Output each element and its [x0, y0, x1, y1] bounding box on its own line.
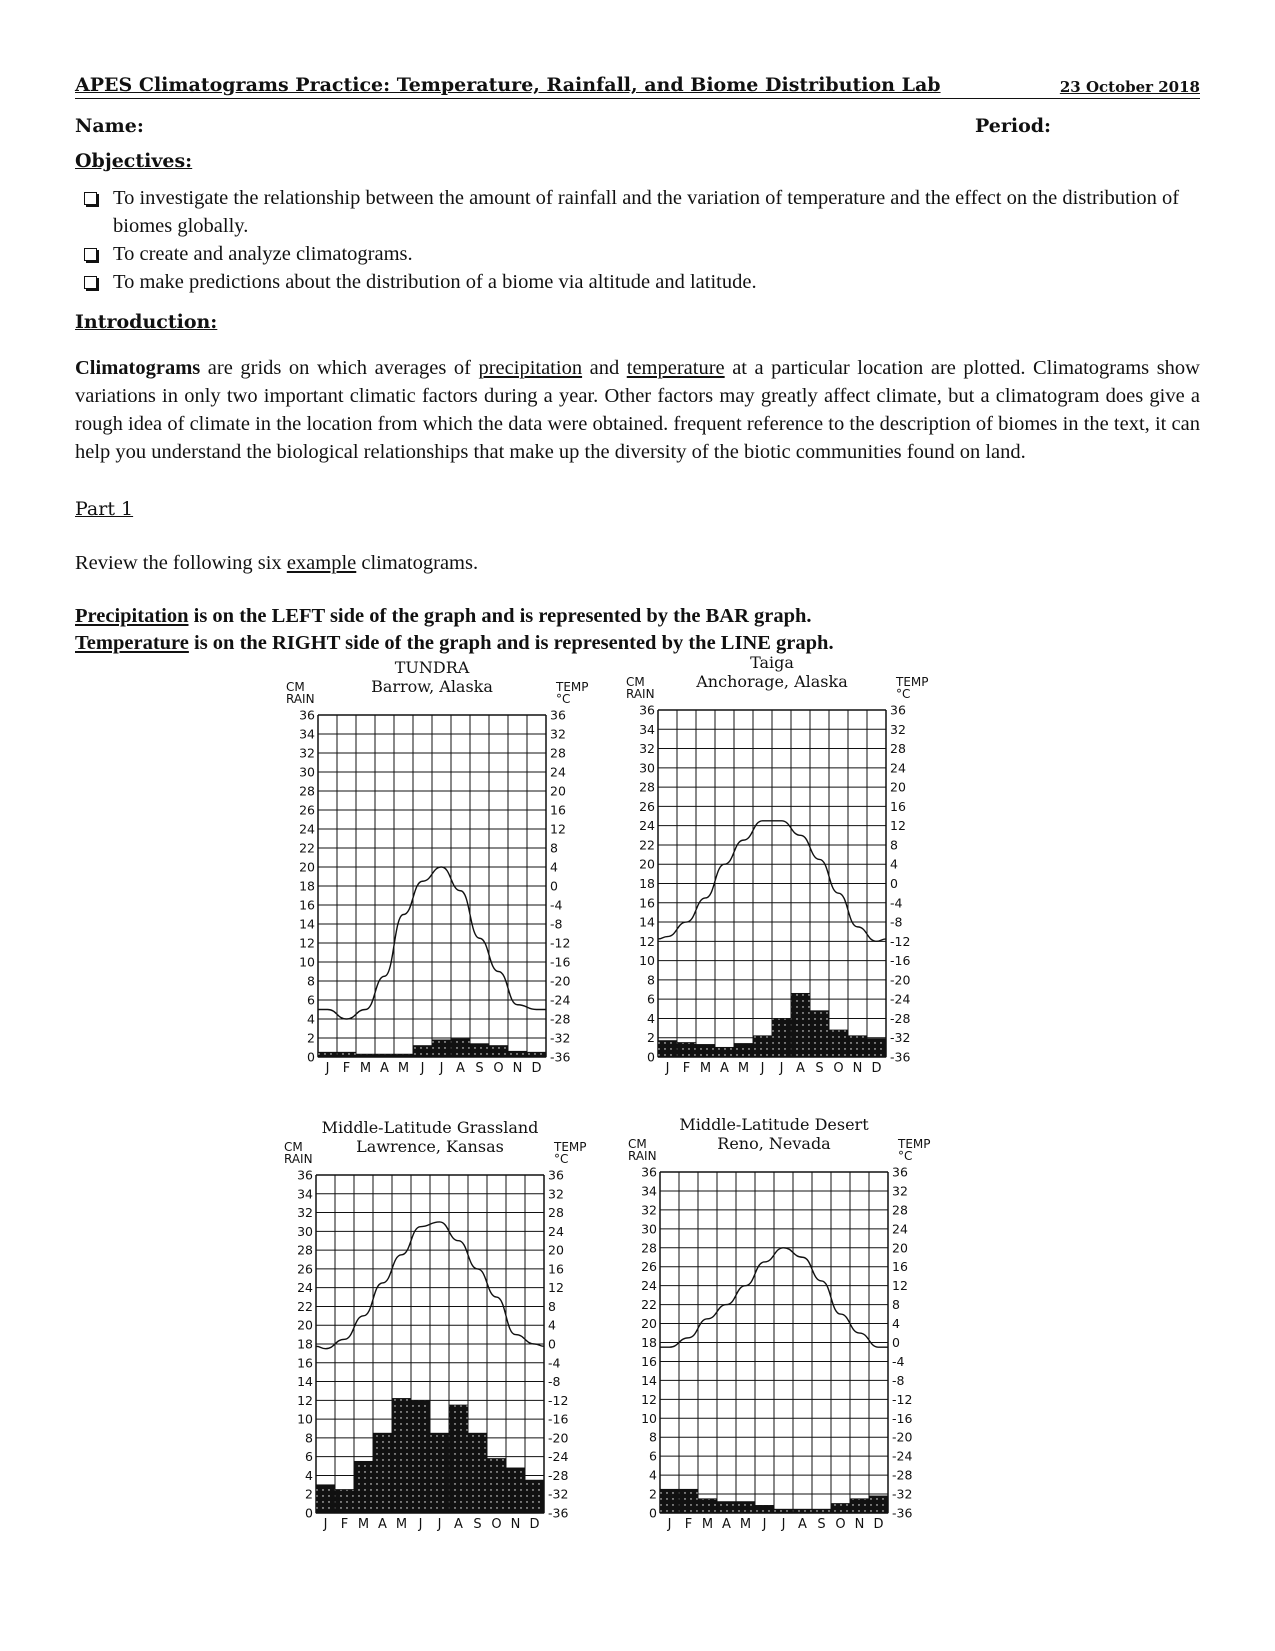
temp-tick-label: 36	[890, 702, 906, 718]
rain-tick-label: 0	[649, 1505, 657, 1521]
temp-tick-label: -28	[550, 1011, 571, 1027]
temp-tick-label: 0	[548, 1336, 556, 1352]
temp-tick-label: -28	[548, 1467, 569, 1483]
month-label: J	[323, 1517, 328, 1532]
temp-tick-label: -36	[550, 1049, 571, 1065]
month-label: M	[701, 1517, 714, 1532]
rain-tick-label: 0	[305, 1505, 313, 1521]
temp-tick-label: 20	[892, 1240, 908, 1256]
temp-tick-label: 8	[890, 837, 898, 853]
rain-tick-label: 8	[647, 972, 655, 988]
precipitation-bar	[736, 1502, 755, 1513]
rain-tick-label: 28	[639, 779, 655, 795]
temp-tick-label: 4	[892, 1316, 900, 1332]
precipitation-bar	[487, 1459, 506, 1513]
temp-tick-label: -24	[892, 1448, 913, 1464]
month-label: M	[395, 1517, 408, 1532]
month-label: J	[781, 1517, 786, 1532]
temp-tick-label: -28	[892, 1467, 913, 1483]
month-label: J	[325, 1061, 330, 1076]
month-label: J	[665, 1061, 670, 1076]
document-title: APES Climatograms Practice: Temperature, Rainfall, and Biome Distribution Lab	[75, 74, 941, 96]
temp-tick-label: 16	[550, 802, 566, 818]
temp-tick-label: 4	[550, 859, 558, 875]
temp-tick-label: 20	[548, 1242, 564, 1258]
rain-axis-label: RAIN	[286, 692, 315, 706]
precipitation-bar	[489, 1046, 508, 1057]
rain-tick-label: 32	[299, 745, 315, 761]
rain-tick-label: 10	[641, 1410, 657, 1426]
rain-tick-label: 34	[641, 1183, 657, 1199]
temp-tick-label: -4	[890, 895, 903, 911]
precipitation-bar	[753, 1036, 772, 1057]
rain-tick-label: 24	[299, 821, 315, 837]
precipitation-bar	[717, 1502, 736, 1513]
checkbox-icon	[84, 276, 97, 289]
temp-tick-label: -12	[548, 1392, 569, 1408]
rain-tick-label: 8	[649, 1429, 657, 1445]
precipitation-bar	[848, 1036, 867, 1057]
rain-tick-label: 4	[307, 1011, 315, 1027]
month-label: A	[380, 1061, 389, 1076]
rain-axis-label: RAIN	[628, 1149, 657, 1163]
temp-tick-label: -36	[892, 1505, 913, 1521]
part1-instruction: Review the following six example climatograms.	[75, 552, 479, 574]
month-label: M	[739, 1517, 752, 1532]
month-label: O	[491, 1517, 502, 1532]
month-label: A	[454, 1517, 463, 1532]
temp-tick-label: 36	[550, 707, 566, 723]
month-label: O	[833, 1061, 844, 1076]
rain-tick-label: 26	[639, 798, 655, 814]
rain-tick-label: 14	[297, 1374, 313, 1390]
name-label: Name:	[75, 115, 144, 137]
temp-axis-label: TEMP	[556, 680, 589, 694]
temp-tick-label: 0	[550, 878, 558, 894]
rain-tick-label: 12	[299, 935, 315, 951]
precipitation-bar	[337, 1052, 356, 1057]
precipitation-bar	[527, 1052, 546, 1057]
rain-tick-label: 32	[639, 741, 655, 757]
precipitation-bar	[677, 1043, 696, 1057]
precipitation-bar	[696, 1044, 715, 1057]
precipitation-bar	[392, 1398, 411, 1513]
climatograms-term: Climatograms	[75, 357, 201, 379]
objective-item: To make predictions about the distribution of a biome via altitude and latitude.	[81, 268, 1191, 296]
rain-tick-label: 30	[639, 760, 655, 776]
temp-tick-label: 32	[890, 721, 906, 737]
precipitation-bar	[411, 1400, 430, 1513]
precipitation-bar	[413, 1046, 432, 1057]
objective-item: To investigate the relationship between the amount of rainfall and the variation of temperature and the effect on the distribution of biomes globally.	[81, 184, 1191, 240]
month-label: A	[796, 1061, 805, 1076]
precipitation-bar	[449, 1405, 468, 1513]
temp-tick-label: 12	[890, 818, 906, 834]
rain-tick-label: 32	[297, 1205, 313, 1221]
rain-tick-label: 24	[297, 1280, 313, 1296]
checkbox-icon	[84, 192, 97, 205]
precipitation-bar	[658, 1041, 677, 1057]
temp-tick-label: -36	[890, 1049, 911, 1065]
precipitation-bar	[793, 1509, 812, 1513]
temp-tick-label: -16	[548, 1411, 569, 1427]
temp-tick-label: 24	[892, 1221, 908, 1237]
month-label: M	[737, 1061, 750, 1076]
rain-tick-label: 22	[641, 1297, 657, 1313]
temperature-term: temperature	[626, 357, 725, 379]
precipitation-bar	[506, 1468, 525, 1513]
rain-tick-label: 36	[297, 1167, 313, 1183]
precipitation-bar	[869, 1496, 888, 1513]
rain-tick-label: 4	[649, 1467, 657, 1483]
rain-tick-label: 24	[641, 1278, 657, 1294]
rain-tick-label: 20	[299, 859, 315, 875]
precipitation-bar	[734, 1044, 753, 1057]
temp-axis-label: °C	[898, 1149, 913, 1163]
precipitation-bar	[867, 1039, 886, 1057]
month-label: S	[475, 1061, 484, 1076]
precipitation-term: precipitation	[478, 357, 583, 379]
objective-item: To create and analyze climatograms.	[81, 240, 1191, 268]
rain-tick-label: 16	[299, 897, 315, 913]
rain-tick-label: 14	[639, 914, 655, 930]
rain-tick-label: 6	[649, 1448, 657, 1464]
precipitation-bar	[373, 1433, 392, 1513]
precipitation-bar	[375, 1054, 394, 1057]
rain-axis-label: RAIN	[626, 687, 655, 701]
part1-heading: Part 1	[75, 498, 134, 520]
precipitation-bar	[774, 1509, 793, 1513]
rain-tick-label: 14	[641, 1372, 657, 1388]
month-label: M	[397, 1061, 410, 1076]
temp-axis-label: °C	[896, 687, 911, 701]
month-label: A	[722, 1517, 731, 1532]
precipitation-bar	[451, 1039, 470, 1057]
precipitation-legend-note: Precipitation is on the LEFT side of the graph and is represented by the BAR graph.	[75, 605, 812, 627]
rain-tick-label: 22	[297, 1298, 313, 1314]
rain-tick-label: 36	[299, 707, 315, 723]
introduction-heading: Introduction:	[75, 311, 218, 333]
month-label: J	[437, 1517, 442, 1532]
rain-tick-label: 30	[297, 1223, 313, 1239]
rain-tick-label: 36	[641, 1164, 657, 1180]
precipitation-bar	[829, 1030, 848, 1057]
temp-tick-label: -8	[550, 916, 563, 932]
temp-tick-label: -24	[548, 1449, 569, 1465]
rain-tick-label: 12	[639, 933, 655, 949]
temp-tick-label: 16	[892, 1259, 908, 1275]
temp-tick-label: 16	[890, 798, 906, 814]
temp-tick-label: 12	[550, 821, 566, 837]
month-label: M	[357, 1517, 370, 1532]
month-label: D	[529, 1517, 540, 1532]
period-label: Period:	[975, 115, 1052, 137]
temp-tick-label: -20	[890, 972, 911, 988]
precipitation-bar	[525, 1480, 544, 1513]
temp-tick-label: 24	[550, 764, 566, 780]
rain-tick-label: 8	[307, 973, 315, 989]
precipitation-bar	[850, 1499, 869, 1513]
rain-tick-label: 28	[297, 1242, 313, 1258]
month-label: D	[531, 1061, 542, 1076]
temp-tick-label: -4	[550, 897, 563, 913]
precipitation-bar	[755, 1505, 774, 1513]
temp-tick-label: -20	[548, 1430, 569, 1446]
temp-tick-label: -24	[550, 992, 571, 1008]
precipitation-bar	[715, 1047, 734, 1057]
rain-tick-label: 6	[305, 1449, 313, 1465]
rain-tick-label: 22	[639, 837, 655, 853]
climatogram-title: Taiga	[750, 653, 794, 672]
month-label: J	[762, 1517, 767, 1532]
climatogram-title: Middle-Latitude Grassland	[321, 1118, 539, 1137]
temp-tick-label: -16	[890, 953, 911, 969]
month-label: J	[667, 1517, 672, 1532]
rain-tick-label: 16	[639, 895, 655, 911]
rain-tick-label: 18	[641, 1335, 657, 1350]
climatogram-subtitle: Reno, Nevada	[717, 1134, 831, 1153]
precipitation-bar	[772, 1018, 791, 1057]
temp-tick-label: -4	[892, 1353, 905, 1369]
temp-tick-label: -8	[548, 1374, 561, 1390]
temp-tick-label: -20	[892, 1429, 913, 1445]
temp-tick-label: -4	[548, 1355, 561, 1371]
month-label: A	[720, 1061, 729, 1076]
month-label: N	[510, 1517, 521, 1532]
rain-tick-label: 0	[647, 1049, 655, 1065]
rain-tick-label: 2	[647, 1030, 655, 1046]
climatogram-title: Middle-Latitude Desert	[679, 1115, 869, 1134]
month-label: J	[420, 1061, 425, 1076]
precipitation-bar	[394, 1054, 413, 1057]
rain-tick-label: 26	[297, 1261, 313, 1277]
precipitation-bar	[812, 1509, 831, 1513]
temp-tick-label: 36	[892, 1164, 908, 1180]
month-label: F	[340, 1517, 349, 1532]
month-label: O	[835, 1517, 846, 1532]
temp-tick-label: -32	[890, 1030, 911, 1046]
temp-tick-label: 12	[892, 1278, 908, 1294]
precipitation-bar	[810, 1011, 829, 1057]
rain-tick-label: 6	[307, 992, 315, 1008]
temp-axis-label: °C	[554, 1152, 569, 1166]
rain-tick-label: 32	[641, 1202, 657, 1218]
month-label: N	[852, 1061, 863, 1076]
rain-axis-label: CM	[284, 1140, 303, 1154]
month-label: A	[456, 1061, 465, 1076]
precipitation-bar	[335, 1490, 354, 1513]
rain-axis-label: CM	[626, 675, 645, 689]
rain-tick-label: 18	[299, 878, 315, 894]
introduction-paragraph: Climatograms are grids on which averages of precipitation and temperature at a particular location are plotted. Climatograms show variations in only two important climatic factors during a year. Other factors may greatly affect climate, but a climatogram does give a rough idea of climate in the location from which the data were obtained. frequent reference to the description of biomes in the text, it can help you understand the biological relationships that make up the diversity of the biotic communities found on land.	[75, 357, 1200, 463]
month-label: S	[815, 1061, 824, 1076]
climatogram-subtitle: Barrow, Alaska	[371, 677, 493, 696]
rain-tick-label: 10	[299, 954, 315, 970]
temp-tick-label: 32	[548, 1186, 564, 1202]
month-label: N	[854, 1517, 865, 1532]
month-label: S	[473, 1517, 482, 1532]
rain-tick-label: 2	[649, 1486, 657, 1502]
rain-tick-label: 36	[639, 702, 655, 718]
month-label: A	[378, 1517, 387, 1532]
temp-tick-label: -32	[550, 1030, 571, 1046]
climatogram-desert	[622, 1112, 952, 1551]
temp-tick-label: -8	[890, 914, 903, 930]
temp-tick-label: 32	[892, 1183, 908, 1199]
rain-tick-label: 24	[639, 818, 655, 834]
rain-tick-label: 20	[641, 1316, 657, 1332]
temp-tick-label: 8	[550, 840, 558, 856]
temp-tick-label: 28	[550, 745, 566, 761]
month-label: J	[779, 1061, 784, 1076]
rain-axis-label: CM	[286, 680, 305, 694]
precipitation-bar	[791, 993, 810, 1057]
month-label: M	[359, 1061, 372, 1076]
temp-tick-label: -12	[890, 933, 911, 949]
rain-tick-label: 30	[641, 1221, 657, 1237]
temp-tick-label: -8	[892, 1372, 905, 1388]
climatogram-taiga	[620, 650, 950, 1095]
precipitation-bar	[430, 1433, 449, 1513]
climatogram-grassland	[278, 1115, 608, 1551]
temp-tick-label: 8	[548, 1298, 556, 1314]
rain-tick-label: 34	[299, 726, 315, 742]
month-label: S	[817, 1517, 826, 1532]
rain-tick-label: 30	[299, 764, 315, 780]
rain-tick-label: 18	[639, 876, 655, 891]
precipitation-bar	[354, 1461, 373, 1513]
precipitation-bar	[468, 1433, 487, 1513]
temp-tick-label: -16	[892, 1410, 913, 1426]
temp-tick-label: -32	[892, 1486, 913, 1502]
rain-tick-label: 26	[299, 802, 315, 818]
rain-tick-label: 14	[299, 916, 315, 932]
temp-tick-label: 24	[890, 760, 906, 776]
rain-tick-label: 10	[297, 1411, 313, 1427]
rain-tick-label: 12	[297, 1392, 313, 1408]
temp-tick-label: 4	[890, 856, 898, 872]
temp-tick-label: -16	[550, 954, 571, 970]
rain-tick-label: 2	[307, 1030, 315, 1046]
checkbox-icon	[84, 248, 97, 261]
temp-tick-label: -28	[890, 1010, 911, 1026]
precipitation-bar	[831, 1504, 850, 1513]
month-label: A	[798, 1517, 807, 1532]
rain-tick-label: 16	[641, 1353, 657, 1369]
rain-tick-label: 34	[297, 1186, 313, 1202]
month-label: M	[699, 1061, 712, 1076]
temp-tick-label: 32	[550, 726, 566, 742]
rain-tick-label: 6	[647, 991, 655, 1007]
rain-tick-label: 28	[641, 1240, 657, 1256]
temp-axis-label: TEMP	[554, 1140, 587, 1154]
objectives-list	[81, 184, 1191, 296]
rain-tick-label: 4	[305, 1467, 313, 1483]
precipitation-bar	[316, 1485, 335, 1513]
temp-tick-label: -12	[892, 1391, 913, 1407]
temp-tick-label: 0	[892, 1335, 900, 1350]
temp-tick-label: -32	[548, 1486, 569, 1502]
rain-tick-label: 28	[299, 783, 315, 799]
temp-tick-label: -24	[890, 991, 911, 1007]
temp-axis-label: TEMP	[898, 1137, 931, 1151]
temp-tick-label: 8	[892, 1297, 900, 1313]
temperature-legend-note: Temperature is on the RIGHT side of the graph and is represented by the LINE graph.	[75, 632, 834, 654]
temp-tick-label: 24	[548, 1223, 564, 1239]
temp-tick-label: 36	[548, 1167, 564, 1183]
objectives-heading: Objectives:	[75, 150, 193, 172]
rain-axis-label: CM	[628, 1137, 647, 1151]
precipitation-bar	[698, 1499, 717, 1513]
temp-tick-label: 20	[550, 783, 566, 799]
rain-tick-label: 2	[305, 1486, 313, 1502]
precipitation-bar	[432, 1040, 451, 1057]
month-label: F	[342, 1061, 351, 1076]
rain-tick-label: 26	[641, 1259, 657, 1275]
rain-axis-label: RAIN	[284, 1152, 313, 1166]
precipitation-bar	[318, 1052, 337, 1057]
month-label: N	[512, 1061, 523, 1076]
month-label: J	[439, 1061, 444, 1076]
temp-tick-label: 4	[548, 1317, 556, 1333]
temp-axis-label: TEMP	[896, 675, 929, 689]
precipitation-bar	[679, 1489, 698, 1513]
rain-tick-label: 20	[297, 1317, 313, 1333]
temp-tick-label: -12	[550, 935, 571, 951]
temp-tick-label: 28	[892, 1202, 908, 1218]
month-label: F	[682, 1061, 691, 1076]
month-label: F	[684, 1517, 693, 1532]
temp-tick-label: 28	[890, 741, 906, 757]
document-header	[75, 74, 1200, 99]
rain-tick-label: 8	[305, 1430, 313, 1446]
document-date: 23 October 2018	[1059, 78, 1200, 96]
name-period-row	[75, 115, 1200, 137]
temp-tick-label: -20	[550, 973, 571, 989]
temp-axis-label: °C	[556, 692, 571, 706]
climatogram-title: TUNDRA	[394, 658, 470, 677]
climatogram-subtitle: Lawrence, Kansas	[356, 1137, 504, 1156]
month-label: J	[418, 1517, 423, 1532]
precipitation-bar	[660, 1489, 679, 1513]
rain-tick-label: 12	[641, 1391, 657, 1407]
climatogram-subtitle: Anchorage, Alaska	[696, 672, 848, 691]
climatogram-tundra	[280, 655, 610, 1095]
temp-tick-label: 20	[890, 779, 906, 795]
rain-tick-label: 10	[639, 953, 655, 969]
rain-tick-label: 4	[647, 1010, 655, 1026]
month-label: D	[871, 1061, 882, 1076]
temp-tick-label: 28	[548, 1205, 564, 1221]
month-label: O	[493, 1061, 504, 1076]
rain-tick-label: 22	[299, 840, 315, 856]
rain-tick-label: 34	[639, 721, 655, 737]
month-label: J	[760, 1061, 765, 1076]
precipitation-bar	[508, 1051, 527, 1057]
rain-tick-label: 18	[297, 1336, 313, 1352]
month-label: D	[873, 1517, 884, 1532]
rain-tick-label: 20	[639, 856, 655, 872]
precipitation-bar	[356, 1054, 375, 1057]
precipitation-bar	[470, 1044, 489, 1057]
temp-tick-label: 16	[548, 1261, 564, 1277]
rain-tick-label: 0	[307, 1049, 315, 1065]
temp-tick-label: -36	[548, 1505, 569, 1521]
temp-tick-label: 0	[890, 876, 898, 891]
rain-tick-label: 16	[297, 1355, 313, 1371]
temp-tick-label: 12	[548, 1280, 564, 1296]
